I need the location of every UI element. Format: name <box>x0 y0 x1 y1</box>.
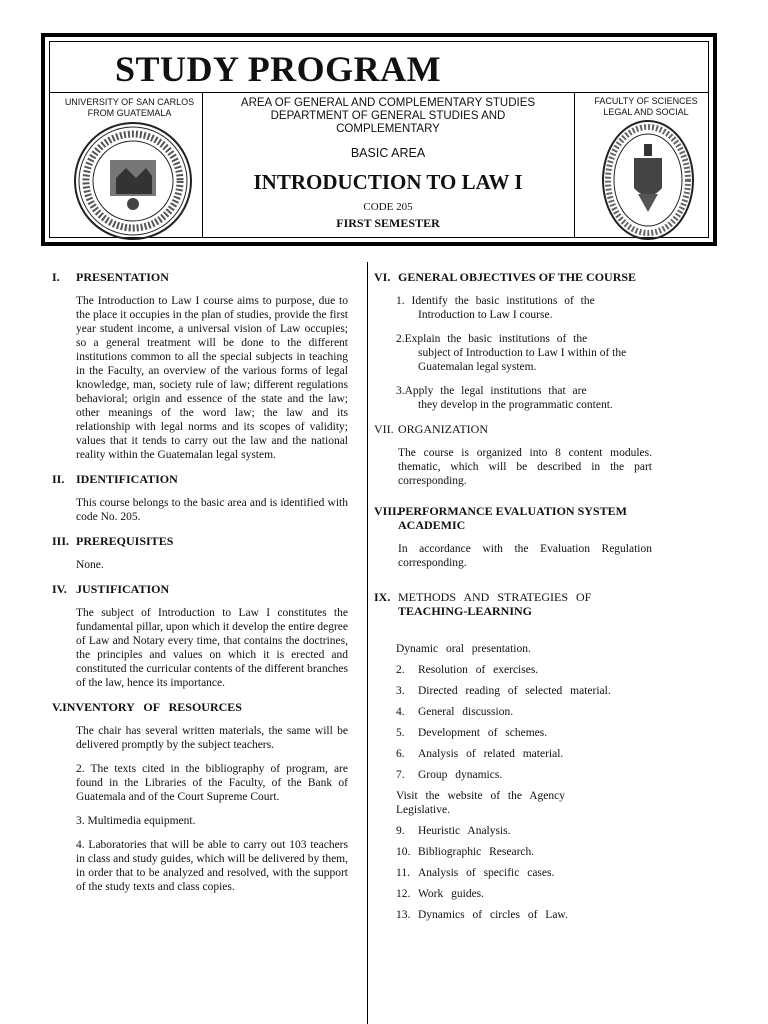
column-divider <box>367 262 368 1024</box>
page-title: STUDY PROGRAM <box>115 49 442 89</box>
section-presentation-text: The Introduction to Law I course aims to purpose, due to the place it occupies in the plan of studies, provide the first year student income, a universal vision of Law occupies; so a general treatment will be done to the different institutions common to all the special subjects in teaching in the Faculty, an overview of the various forms of legal knowledge, man, society rule of law; different regulations behavioral; origin and essence of the state and the law; other meanings of the word law; the law and its relationship with legal norms and its scopes of validity; values that it tends to carry out the law and the national reality within the Guatemalan legal system. <box>76 295 348 461</box>
section-prerequisites-text: None. <box>76 559 104 571</box>
methods-list <box>374 642 652 922</box>
resource-item-3: 3. Multimedia equipment. <box>76 815 196 827</box>
section-organization-heading: VII. ORGANIZATION <box>374 422 488 436</box>
header-inner <box>49 41 709 238</box>
area-line-2: DEPARTMENT OF GENERAL STUDIES AND <box>270 110 506 122</box>
list-item: 7. Group dynamics. <box>396 769 503 781</box>
resource-item-1: The chair has several written materials, the same will be delivered promptly by the subject teachers. <box>76 725 348 751</box>
list-item: 5. Development of schemes. <box>396 727 548 739</box>
header-box <box>41 33 717 246</box>
area-line-3: COMPLEMENTARY <box>336 123 440 135</box>
section-organization-text: The course is organized into 8 content modules. thematic, which will be described in the part corresponding. <box>398 447 652 487</box>
course-title: INTRODUCTION TO LAW I <box>253 170 523 194</box>
section-justification-text: The subject of Introduction to Law I constitutes the fundamental pillar, upon which it develop the entire degree of Law and Notary every time, that contains the doctrines, the principles and values on which it is erected and constituted the curricular contents of the different branches of the law, hence its importance. <box>76 607 348 689</box>
list-item: Visit the website of the Agency Legislative. <box>396 790 565 816</box>
list-item: 2. Resolution of exercises. <box>396 664 539 676</box>
header-center <box>208 97 568 231</box>
header-divider-right <box>574 92 575 237</box>
section-identification-text: This course belongs to the basic area and is identified with code No. 205. <box>76 497 348 523</box>
right-column <box>374 270 652 929</box>
resource-item-2: 2. The texts cited in the bibliography of program, are found in the Libraries of the Faculty, of the Bank of Guatemala and of the Court Supreme Court. <box>76 763 348 803</box>
course-code: CODE 205 <box>363 201 413 213</box>
section-evaluation-heading: VIII.PERFORMANCE EVALUATION SYSTEM ACADEMIC <box>374 504 627 532</box>
header-divider-left <box>202 92 203 237</box>
list-item: 10. Bibliographic Research. <box>396 846 535 858</box>
faculty-name: FACULTY OF SCIENCES LEGAL AND SOCIAL <box>594 96 698 117</box>
section-objectives-heading: VI. GENERAL OBJECTIVES OF THE COURSE <box>374 270 637 284</box>
resource-item-4: 4. Laboratories that will be able to carry out 103 teachers in class and study guides, which will be delivered by them, in order that to be analyzed and resolved, with the support of the study texts and class copies. <box>76 839 348 893</box>
list-item: 11. Analysis of specific cases. <box>396 867 555 879</box>
faculty-seal-icon <box>600 118 696 242</box>
section-resources-heading: V.INVENTORY OF RESOURCES <box>52 700 242 714</box>
area-line-1: AREA OF GENERAL AND COMPLEMENTARY STUDIES <box>240 97 536 109</box>
list-item: 12. Work guides. <box>396 888 485 900</box>
list-item: 6. Analysis of related material. <box>396 748 564 760</box>
list-item: 9. Heuristic Analysis. <box>396 825 511 837</box>
left-column <box>52 270 348 894</box>
university-seal-icon <box>72 120 194 242</box>
list-item: Dynamic oral presentation. <box>396 643 531 655</box>
section-identification-heading: II. IDENTIFICATION <box>52 472 178 486</box>
objective-item-1: 1. Identify the basic institutions of the Introduction to Law I course. <box>396 295 595 321</box>
objective-item-3: 3.Apply the legal institutions that are they develop in the programmatic content. <box>396 385 613 411</box>
objective-item-2: 2.Explain the basic institutions of the subject of Introduction to Law I within of the Guatemalan legal system. <box>396 333 627 373</box>
semester: FIRST SEMESTER <box>336 216 440 230</box>
basic-area: BASIC AREA <box>350 146 426 160</box>
section-methods-heading: IX. METHODS AND STRATEGIES OF TEACHING-LEARNING <box>374 590 592 618</box>
header-divider <box>50 92 708 93</box>
section-justification-heading: IV. JUSTIFICATION <box>52 582 170 596</box>
section-prerequisites-heading: III. PREREQUISITES <box>52 534 174 548</box>
section-presentation-heading: I. PRESENTATION <box>52 270 169 284</box>
section-evaluation-text: In accordance with the Evaluation Regulation corresponding. <box>398 543 652 569</box>
university-name: UNIVERSITY OF SAN CARLOS FROM GUATEMALA <box>64 97 195 118</box>
list-item: 13. Dynamics of circles of Law. <box>396 909 568 921</box>
list-item: 4. General discussion. <box>396 706 514 718</box>
list-item: 3. Directed reading of selected material. <box>396 685 611 697</box>
